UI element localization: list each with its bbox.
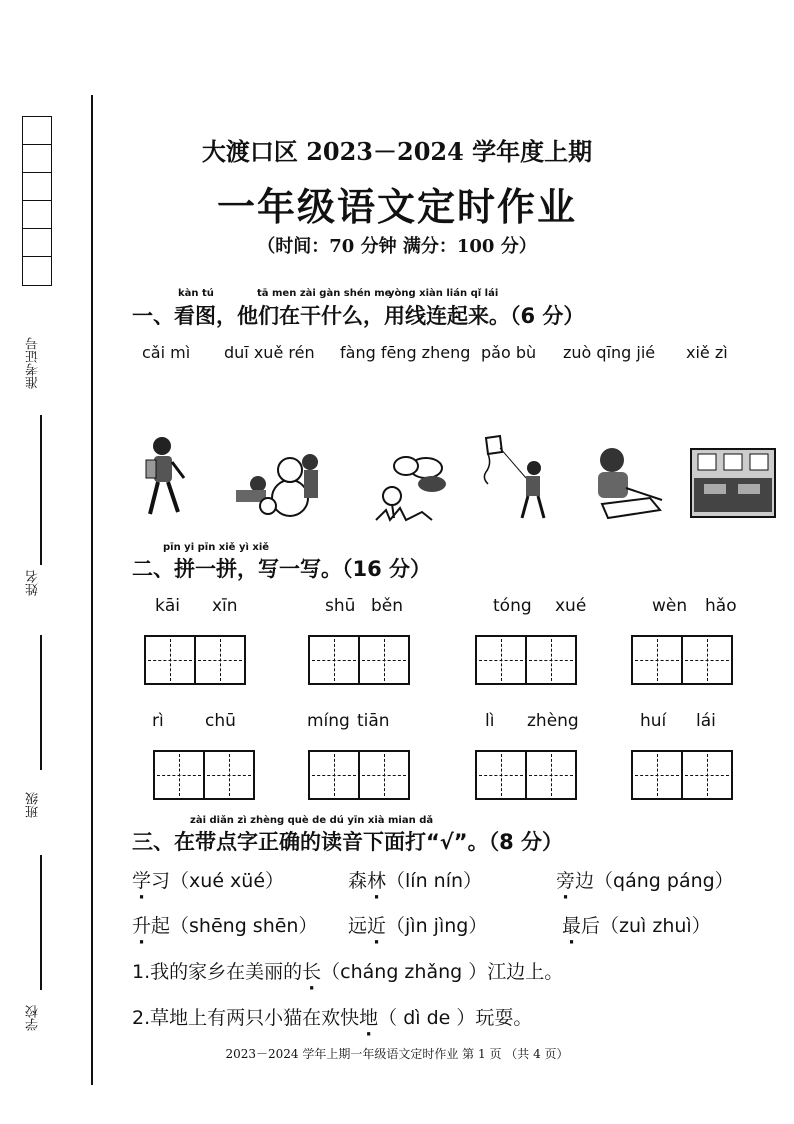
writing-grid-richu[interactable] [153,750,255,800]
q2-r1-2a: shū [325,596,356,616]
pinyin-tamen: tā men zài gàn shén me [257,288,392,299]
q2-r2-4b: lái [696,711,716,731]
q2-r1-1a: kāi [155,596,180,616]
bee-on-flower-picture[interactable] [372,446,456,522]
q1-option-6[interactable]: xiě zì [686,343,728,362]
pinyin-pinyipin: pīn yi pīn xiě yì xiě [163,542,270,553]
exam-number-label: 准考证号 [26,337,41,389]
page-footer: 2023－2024 学年上期一年级语文定时作业 第 1 页 （共 4 页） [225,1047,569,1061]
q3-item-xuexi[interactable]: 学习（xué xüé） [132,870,285,892]
q3-sentence-2[interactable]: 2.草地上有两只小猫在欢快地（ dì de ）玩耍。 [132,1007,533,1029]
writing-grid-mingtian[interactable] [308,750,410,800]
q3-item-yuanjin[interactable]: 远近（jìn jìng） [348,915,488,937]
q2-r2-3a: lì [485,711,495,731]
q2-r1-3a: tóng [493,596,532,616]
writing-grid-shuben[interactable] [308,635,410,685]
q2-r2-2a: míng [307,711,350,731]
q3-item-shengqi[interactable]: 升起（shēng shēn） [132,915,318,937]
q2-r1-1b: xīn [212,596,238,616]
q3-item-zuihou[interactable]: 最后（zuì zhuì） [562,915,711,937]
exam-subtitle: 大渡口区 2023－2024 学年度上期 [201,137,593,166]
q2-r2-3b: zhèng [527,711,579,731]
snowman-picture[interactable] [228,440,328,520]
writing-grid-tongxue[interactable] [475,635,577,685]
pinyin-kantu: kàn tú [178,288,214,299]
q2-r1-3b: xué [555,596,587,616]
writing-grid-kaixin[interactable] [144,635,246,685]
kite-flying-picture[interactable] [478,434,548,522]
page-title: 一年级语文定时作业 [216,185,577,229]
pinyin-q3: zài diǎn zì zhèng què de dú yīn xià mian dǎ [190,815,434,826]
running-child-picture[interactable] [140,432,190,522]
q1-option-2[interactable]: duī xuě rén [224,343,315,362]
writing-girl-picture[interactable] [588,444,664,520]
q3-item-senlin[interactable]: 森林（lín nín） [348,870,483,892]
q1-option-3[interactable]: fàng fēng zheng [340,343,471,362]
time-score-info: （时间：70 分钟 满分：100 分） [257,236,537,257]
question-3-title: 三、在带点字正确的读音下面打“√”。（8 分） [132,830,564,854]
pinyin-yongxian: yòng xiàn lián qǐ lái [388,288,499,299]
q2-r2-2b: tiān [357,711,390,731]
question-2-title: 二、拼一拼，写一写。（16 分） [132,557,432,581]
name-label: 姓名 [26,570,41,596]
class-label: 班级 [26,792,41,818]
q2-r2-1a: rì [152,711,164,731]
q2-r1-2b: běn [371,596,404,616]
q2-r2-1b: chū [205,711,236,731]
name-line[interactable] [40,635,42,770]
writing-grid-wenhao[interactable] [631,635,733,685]
q1-option-1[interactable]: cǎi mì [142,343,191,362]
exam-number-line[interactable] [40,415,42,565]
cleaning-classroom-picture[interactable] [690,448,776,518]
question-1-title: 一、看图，他们在干什么，用线连起来。（6 分） [132,304,585,328]
q1-option-4[interactable]: pǎo bù [481,343,537,362]
q2-r2-4a: huí [640,711,667,731]
q2-r1-4b: hǎo [705,596,737,616]
school-label: 学校 [26,1005,41,1031]
writing-grid-lizheng[interactable] [475,750,577,800]
q1-option-5[interactable]: zuò qīng jié [563,343,656,362]
writing-grid-huilai[interactable] [631,750,733,800]
class-line[interactable] [40,855,42,990]
q3-item-pangbian[interactable]: 旁边（qáng páng） [556,870,734,892]
q3-sentence-1[interactable]: 1.我的家乡在美丽的长（cháng zhǎng ）江边上。 [132,961,564,983]
q2-r1-4a: wèn [652,596,688,616]
